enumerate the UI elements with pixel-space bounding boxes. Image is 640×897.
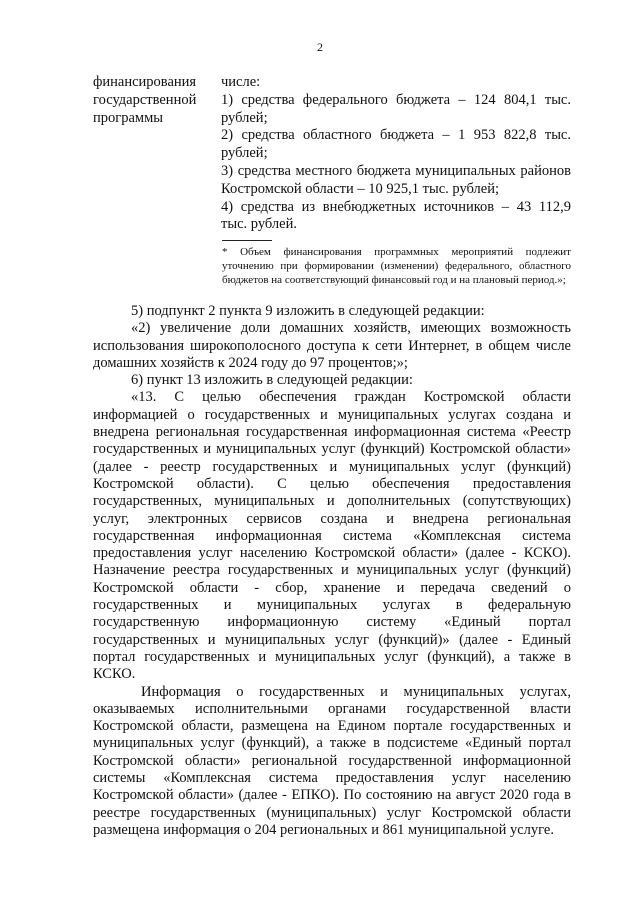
financing-item-local: 3) средства местного бюджета муниципальных районов Костромской области – 10 925,1 тыс. рублей; <box>221 162 571 197</box>
financing-label-cell <box>93 74 221 127</box>
label-line: программы <box>93 109 163 126</box>
paragraph: 5) подпункт 2 пункта 9 изложить в следующей редакции: <box>131 303 485 319</box>
paragraph: «13. С целью обеспечения граждан Костромской области информацией о государственных и муниципальных услугах создана и внедрена региональная государственная информационная система «Реестр государственных и муниципальных услуг (функций) Костромской области» (далее - реестр государственных и муниципальных услуг (функций) Костромской области). С целью обеспечения предоставления государственных, муниципальных и дополнительных (сопутствующих) услуг, электронных сервисов создана и внедрена региональная государственная информационная система «Комплексная система предоставления услуг населению Костромской области» (далее - КСКО). Назначение реестра государственных и муниципальных услуг (функций) Костромской области - сбор, хранение и передача сведений о государственных и муниципальных услугах в федеральную государственную информационную систему «Единый портал государственных и муниципальных услуг (функций)» (далее - Единый портал государственных и муниципальных услуг (функций), а также в КСКО. <box>93 389 571 683</box>
paragraph: «2) увеличение доли домашних хозяйств, имеющих возможность использования широкополосного доступа к сети Интернет, в общем числе домашних хозяйств к 2024 году до 97 процентов;»; <box>93 320 571 371</box>
page-number: 2 <box>317 40 323 54</box>
label-line: финансирования <box>93 74 197 90</box>
label-line: государственной <box>93 91 197 108</box>
financing-value-cell <box>221 74 571 234</box>
paragraph: 6) пункт 13 изложить в следующей редакции: <box>131 372 413 389</box>
financing-item-federal: 1) средства федерального бюджета – 124 804,1 тыс. рублей; <box>221 91 571 126</box>
financing-line: числе: <box>221 74 261 90</box>
footnote-separator <box>222 240 272 241</box>
financing-item-regional: 2) средства областного бюджета – 1 953 822,8 тыс. рублей; <box>221 127 571 162</box>
document-body <box>93 303 571 839</box>
footnote: * Объем финансирования программных мероприятий подлежит уточнению при формировании (изменении) федерального, областного бюджетов на соответствующий финансовый год и на плановый период.»; <box>222 246 571 286</box>
paragraph: Информация о государственных и муниципальных услугах, оказываемых исполнительными органами государственной власти Костромской области, размещена на Едином портале государственных и муниципальных услуг (функций), а также в подсистеме «Единый портал Костромской области» региональной государственной информационной системы «Комплексная система предоставления услуг населению Костромской области» (далее - ЕПКО). По состоянию на август 2020 года в реестре государственных (муниципальных) услуг Костромской области размещена информация о 204 региональных и 861 муниципальной услуге. <box>93 683 571 838</box>
financing-item-offbudget: 4) средства из внебюджетных источников – 43 112,9 тыс. рублей. <box>221 198 571 233</box>
